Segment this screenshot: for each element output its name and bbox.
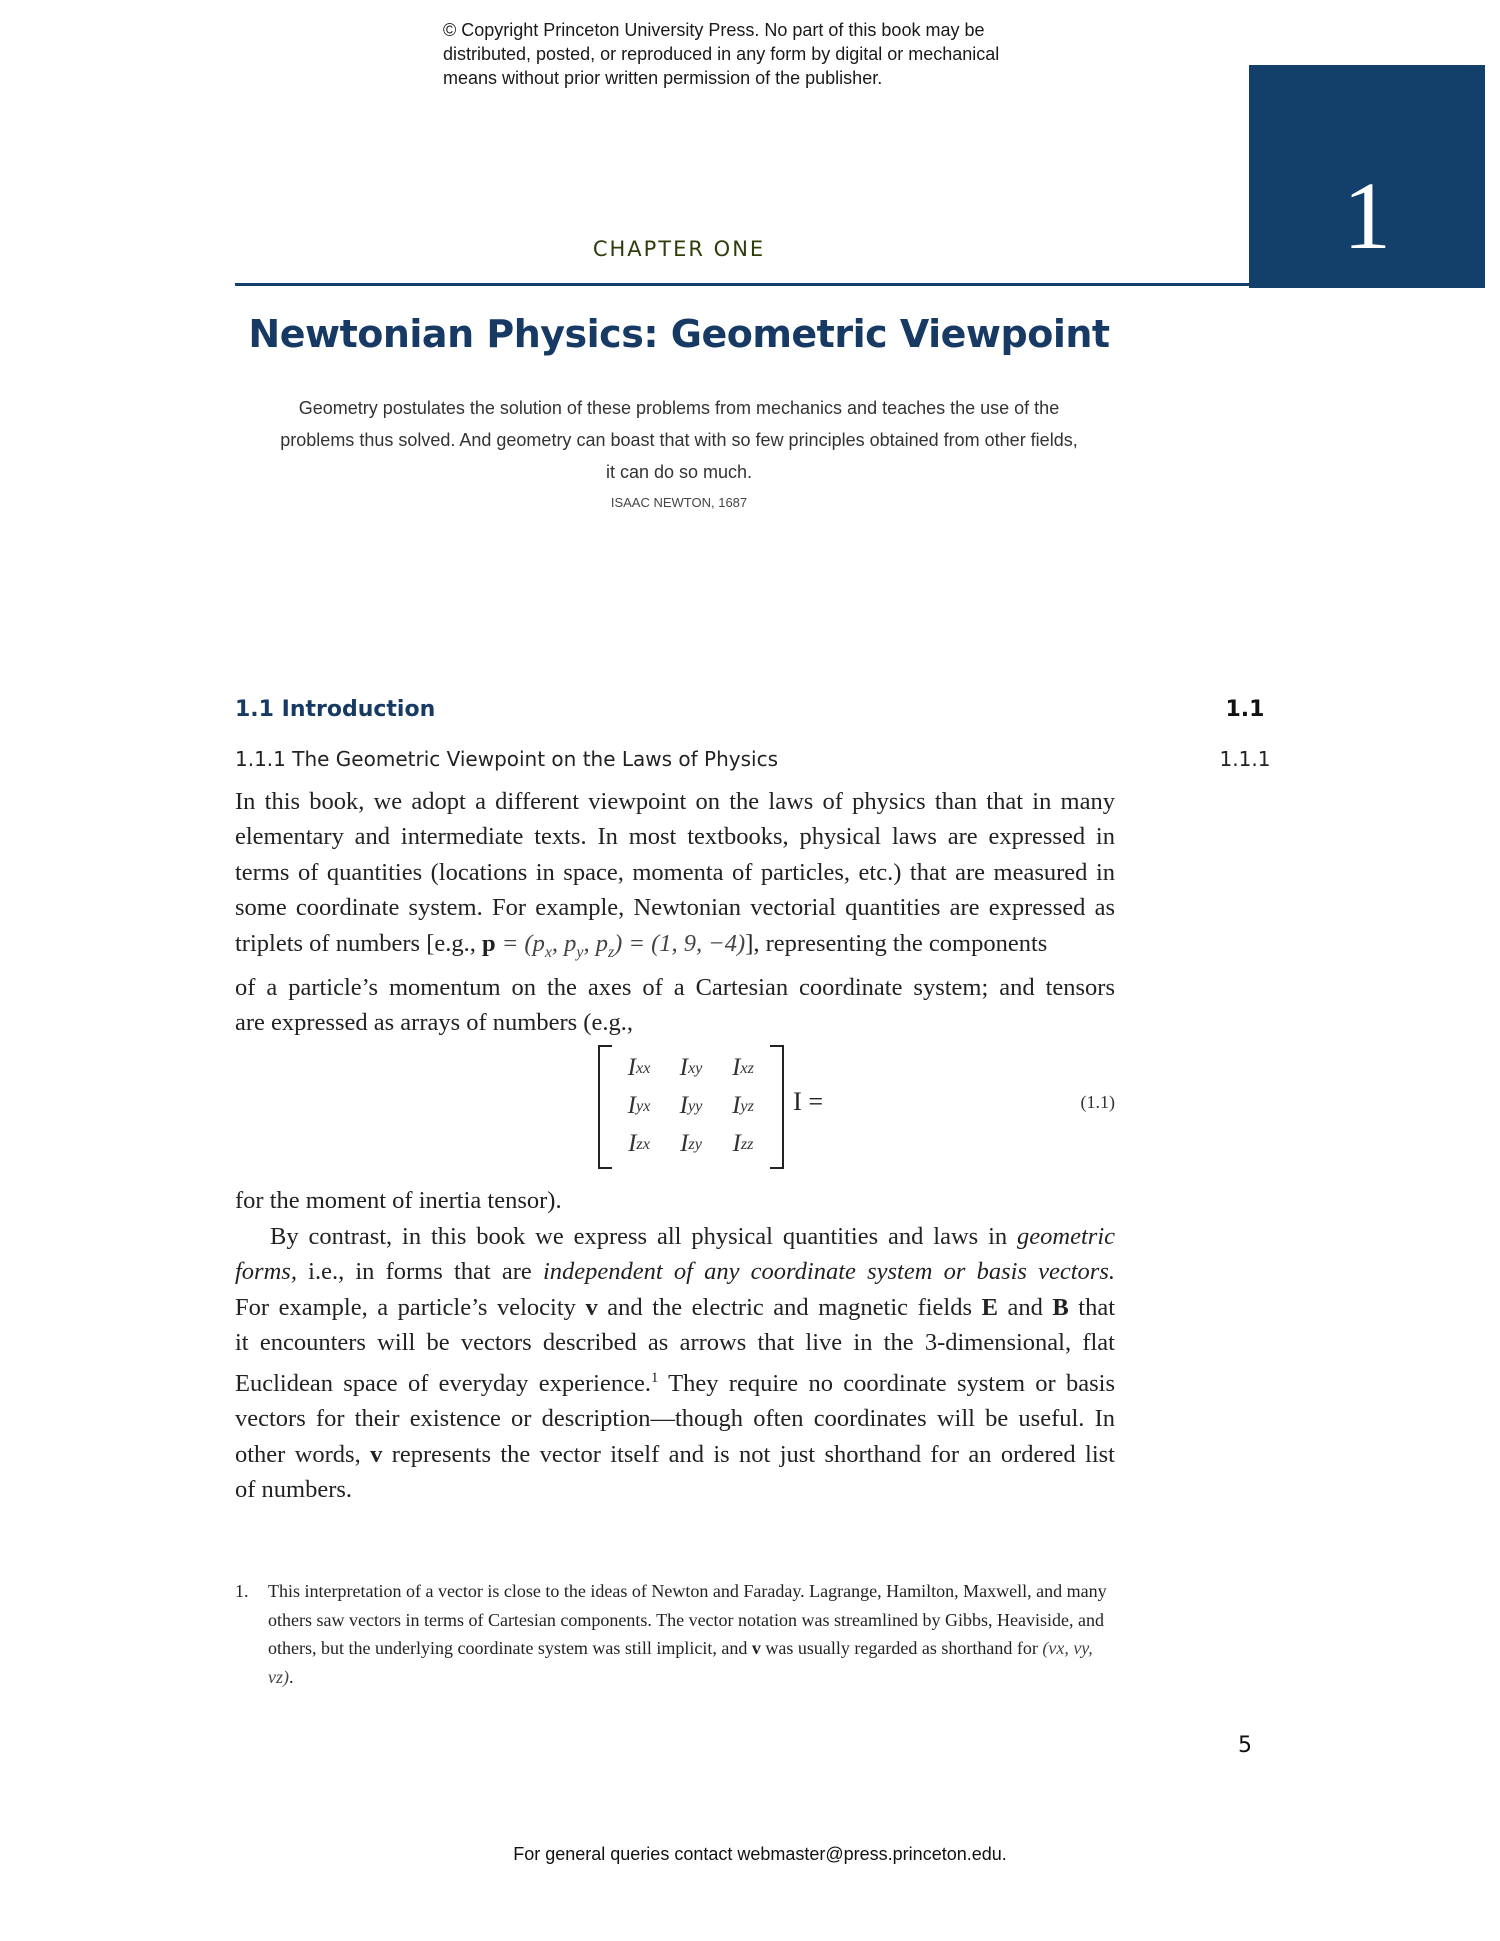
copyright-notice [443,18,1083,90]
footnote-ref[interactable]: 1 [650,1369,659,1386]
epigraph-attribution: ISAAC NEWTON, 1687 [610,495,748,510]
footer-contact: For general queries contact webmaster@press.princeton.edu. [513,1844,1007,1864]
text-run: that [1068,1293,1116,1321]
momentum-vector: p [482,929,496,957]
paragraph-line [235,1254,1115,1289]
equation-number: (1.1) [1080,1092,1115,1112]
epigraph-line: it can do so much. [605,462,753,482]
paragraph-2 [235,1183,1115,1218]
math-run: = ( [495,929,533,957]
text-run: and [997,1293,1053,1321]
subsection-heading: 1.1.1 The Geometric Viewpoint on the Laws of Physics [235,747,779,771]
math-run: p [595,929,608,957]
subscript: x [544,943,552,961]
footnote-body [268,1577,1115,1691]
matrix-right-bracket [770,1045,784,1169]
epigraph [235,392,1123,488]
paragraph-line: of a particle’s momentum on the axes of a Cartesian coordinate system; and tensors [235,973,1115,1001]
text-run: ], representing the components [745,929,1048,957]
matrix-cell: I yz [732,1092,754,1119]
epigraph-line: Geometry postulates the solution of these problems from mechanics and teaches the use of the [298,398,1060,418]
subscript: y [576,943,584,961]
emphasis: independent of any coordinate system or basis vectors. [542,1258,1115,1286]
chapter-title: Newtonian Physics: Geometric Viewpoint [248,312,1110,356]
matrix-cell: I zz [732,1130,754,1157]
text-run: They require no coordinate system or basis [658,1369,1115,1397]
paragraph-line: for the moment of inertia tensor). [235,1187,562,1214]
velocity-components: (vx, vy, vz) [268,1638,1093,1687]
text-run: . [289,1666,294,1687]
text-run: This interpretation of a vector is close to the ideas of Newton and Faraday. Lagrange, Hamilton, Maxwell, and many others saw vectors in terms of Cartesian components. The vector notation was streamlined by Gibbs, Heaviside, and others, but the underlying coordinate system was still implicit, and [268,1581,1107,1658]
text-run: For example, a particle’s velocity [235,1293,586,1321]
matrix-cell: I xz [732,1054,754,1081]
math-run: , [583,929,596,957]
velocity-vector: v [751,1638,761,1658]
paragraph-line [235,926,1115,970]
matrix-cell: I yx [627,1092,651,1119]
equation-1-1 [235,1045,1115,1167]
footnote-marker: 1. [235,1581,249,1601]
copyright-line: distributed, posted, or reproduced in any form by digital or mechanical [443,44,1000,64]
chapter-rule [235,283,1250,286]
paragraph-line: terms of quantities (locations in space, momenta of particles, etc.) that are measured in [235,858,1115,886]
text-run: and the electric and magnetic fields [597,1293,982,1321]
velocity-vector: v [370,1440,383,1468]
epigraph-line: problems thus solved. And geometry can boast that with so few principles obtained from other fields, [280,430,1078,450]
text-run: Euclidean space of everyday experience. [235,1369,651,1397]
paragraph-line: vectors for their existence or description—though often coordinates will be useful. In [235,1405,1115,1433]
subsection-margin-label: 1.1.1 [1219,747,1271,771]
text-run: was usually regarded as shorthand for [760,1638,1043,1658]
magnetic-field-vector: B [1052,1293,1069,1321]
chapter-label: CHAPTER ONE [592,237,766,261]
copyright-line: © Copyright Princeton University Press. No part of this book may be [443,20,985,40]
paragraph-line: elementary and intermediate texts. In most textbooks, physical laws are expressed in [235,823,1115,851]
matrix-cell: I xx [627,1054,651,1081]
matrix-grid [613,1049,769,1163]
matrix-cell: I yy [679,1092,703,1119]
paragraph-line [235,1361,1115,1402]
paragraph-line: of numbers. [235,1476,353,1503]
paragraph-line: In this book, we adopt a different viewpoint on the laws of physics than that in many [235,788,1115,815]
paragraph-line [235,1437,1115,1472]
text-run: represents the vector itself and is not just shorthand for an ordered list [382,1440,1115,1468]
matrix-cell: I xy [679,1054,703,1081]
math-run: p [564,929,577,957]
paragraph-line: some coordinate system. For example, Newtonian vectorial quantities are expressed as [235,894,1115,922]
math-run: , [551,929,565,957]
text-run: i.e., in forms that are [296,1258,543,1286]
matrix-left-bracket [598,1045,612,1169]
electric-field-vector: E [981,1293,998,1321]
footnote-1 [235,1577,1115,1691]
math-run: p [532,929,545,957]
emphasis: forms, [235,1258,297,1286]
matrix-cell: I zx [628,1130,650,1157]
paragraph-line [235,1219,1115,1254]
math-run: ) = (1, 9, −4) [614,929,746,957]
page-number: 5 [1238,1733,1252,1758]
section-heading: 1.1 Introduction [235,697,436,722]
paragraph-line [235,1290,1115,1325]
text-run: By contrast, in this book we express all physical quantities and laws in [270,1223,1018,1250]
chapter-number: 1 [1343,162,1391,269]
paragraph-3 [235,1219,1115,1507]
subscript: z [607,943,615,961]
paragraph-1 [235,784,1115,1041]
section-margin-label: 1.1 [1225,697,1265,722]
copyright-line: means without prior written permission of the publisher. [443,68,883,88]
emphasis: geometric [1017,1223,1115,1250]
equation-lhs: I = [793,1087,823,1116]
matrix-cell: I zy [680,1130,702,1157]
text-run: triplets of numbers [e.g., [235,929,482,957]
text-run: other words, [235,1440,371,1468]
velocity-vector: v [585,1293,598,1321]
paragraph-line: it encounters will be vectors described as arrows that live in the 3-dimensional, flat [235,1329,1115,1357]
paragraph-line: are expressed as arrays of numbers (e.g., [235,1009,633,1037]
